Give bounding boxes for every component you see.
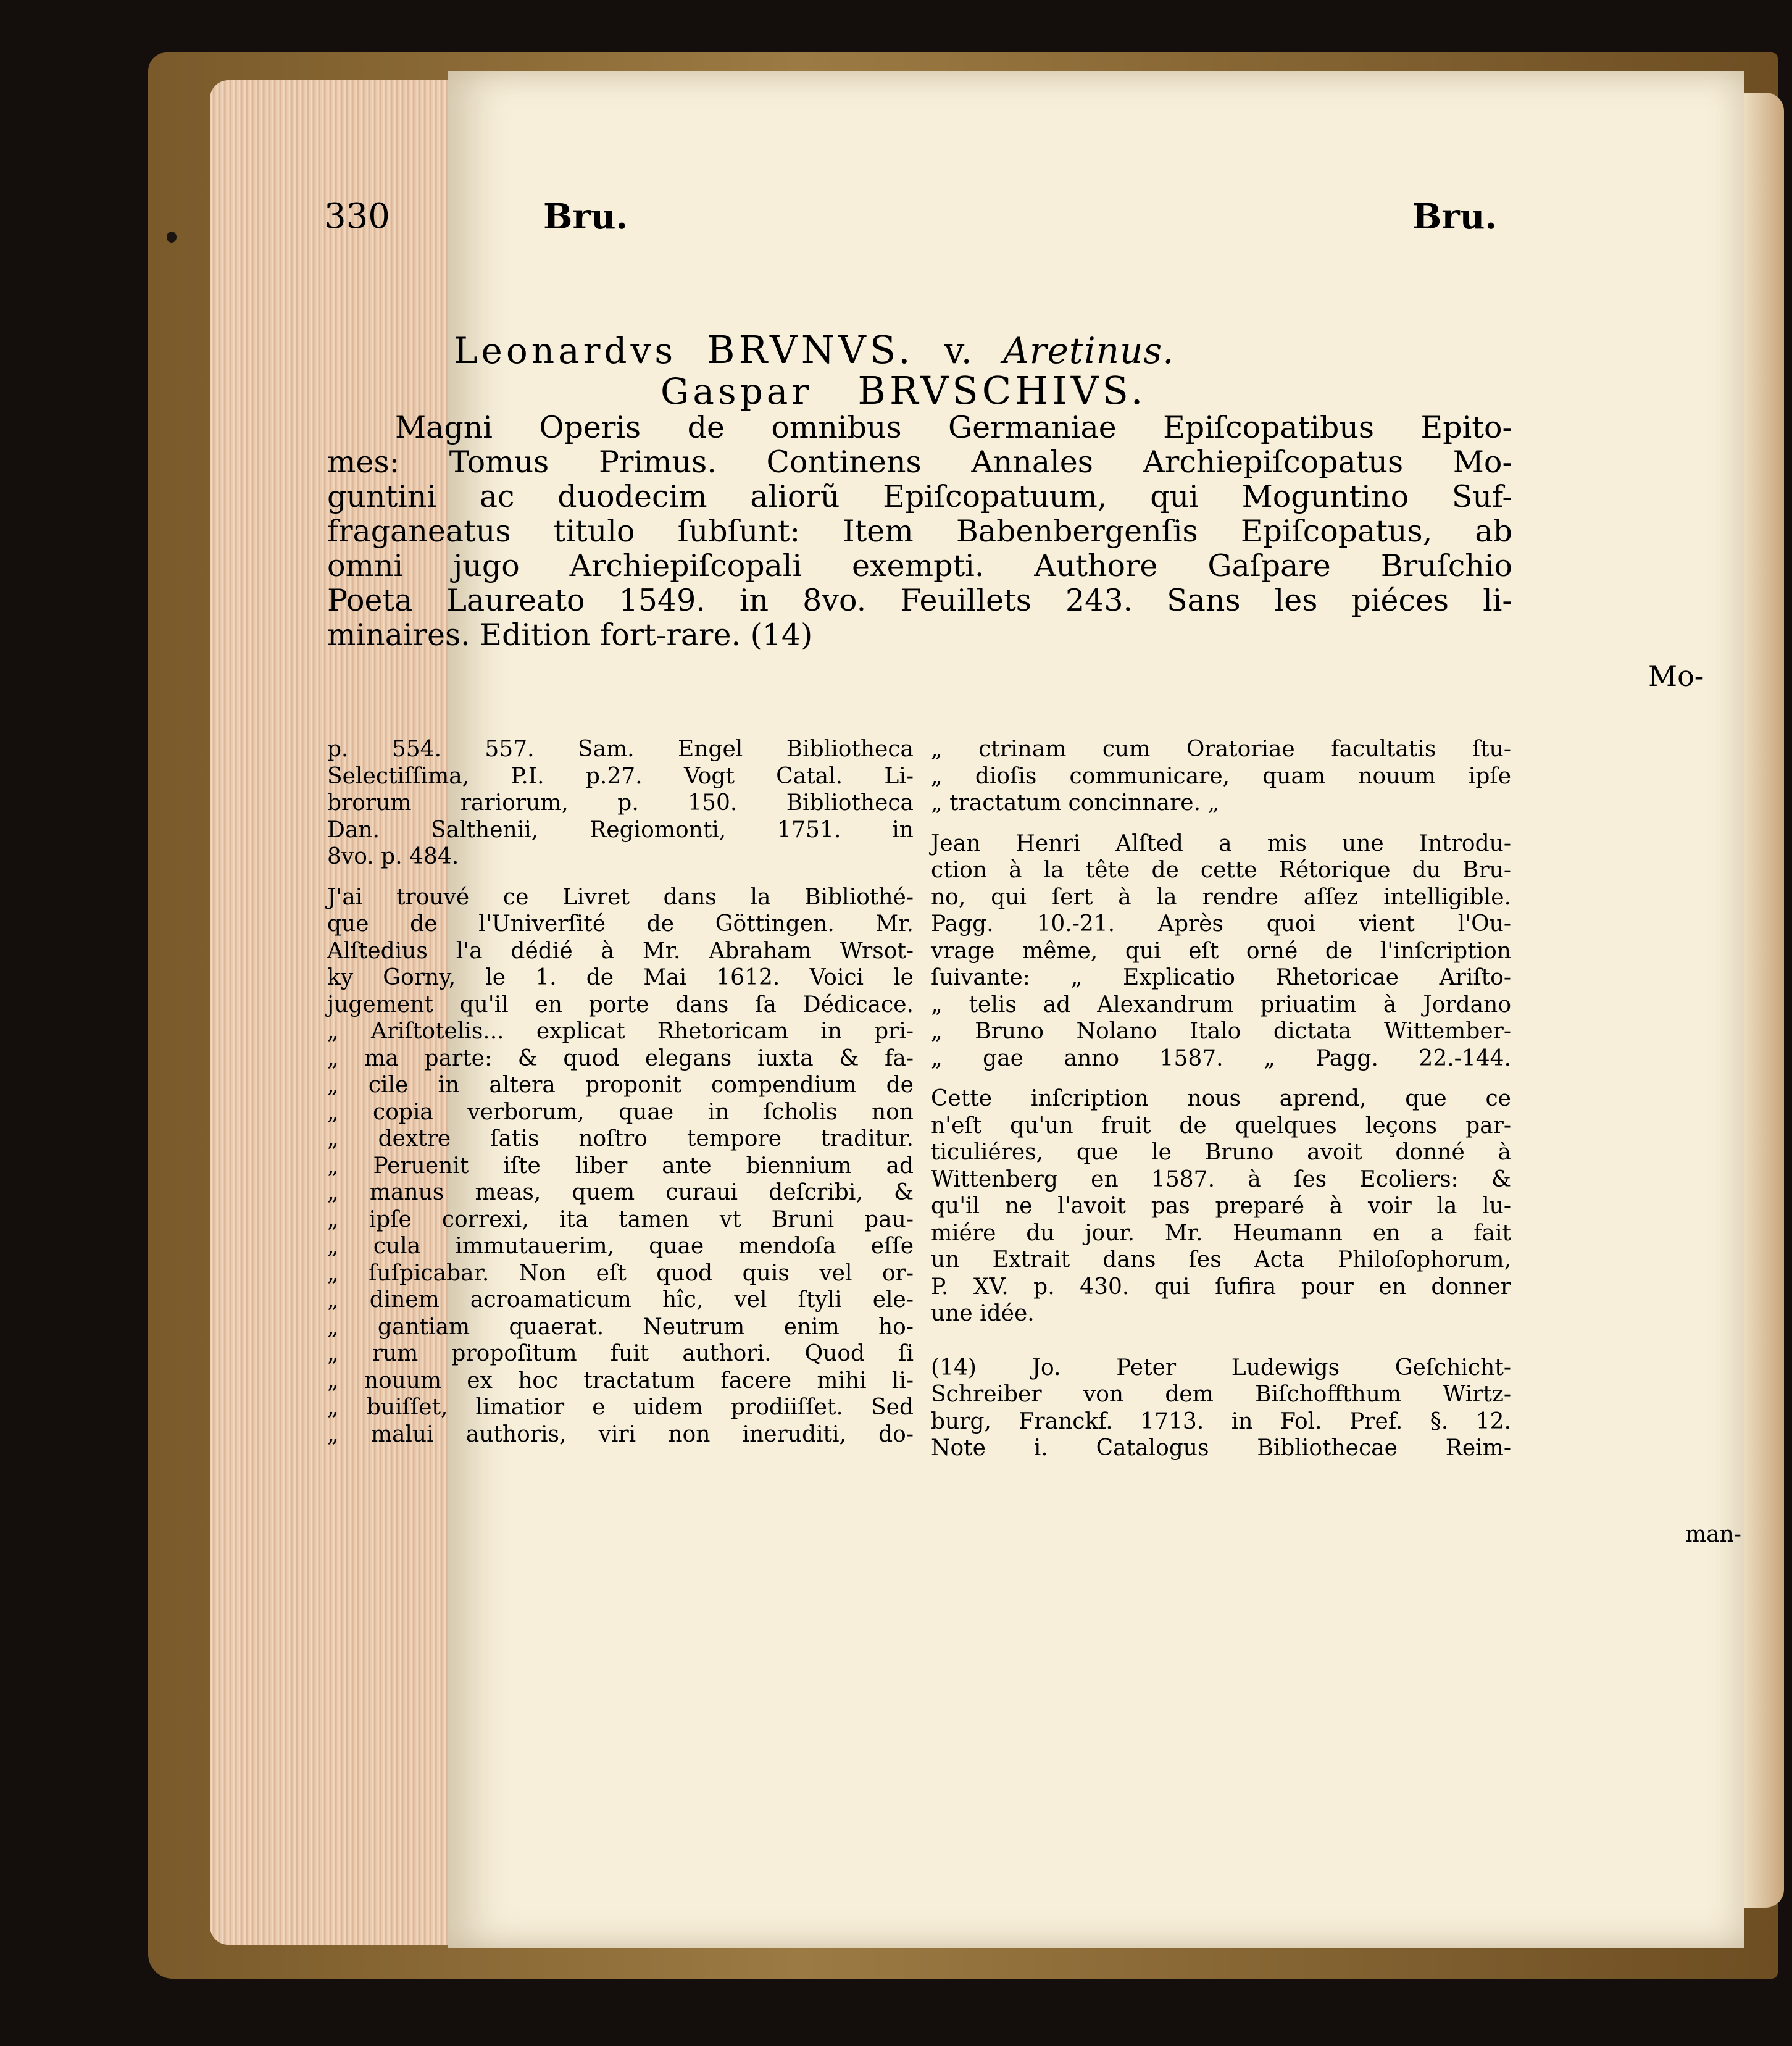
entry-first-name: Gaspar (661, 370, 813, 412)
entry-see: v. (944, 330, 973, 372)
entry-heading-gaspar (661, 368, 1146, 413)
text-line: Poeta Laureato 1549. in 8vo. Feuillets 243. Sans les piéces li- (327, 583, 1512, 618)
text-line: „ dextre ſatis noſtro tempore traditur. (327, 1126, 914, 1151)
catchword-top: Mo- (1648, 659, 1704, 693)
text-line: minaires. Edition fort-rare. (14) (327, 617, 813, 653)
text-line: „ tractatum concinnare. „ (931, 790, 1220, 816)
text-line: „ dinem acroamaticum hîc, vel ſtyli ele- (327, 1287, 914, 1313)
paragraph-gap (931, 1327, 1511, 1341)
text-line: brorum rariorum, p. 150. Bibliotheca (327, 790, 914, 816)
text-line: mes: Tomus Primus. Continens Annales Archiepiſcopatus Mo- (327, 445, 1512, 480)
text-line: omni jugo Archiepiſcopali exempti. Authore Gaſpare Bruſchio (327, 548, 1512, 583)
text-line: „ Ariſtotelis... explicat Rhetoricam in pri- (327, 1019, 914, 1044)
text-line: ticuliéres, que le Bruno avoit donné à (931, 1140, 1511, 1165)
text-line: Dan. Salthenii, Regiomonti, 1751. in (327, 817, 914, 843)
text-line: Magni Operis de omnibus Germaniae Epiſcopatibus Epito- (395, 410, 1512, 445)
text-line: „ ma parte: & quod elegans iuxta & fa- (327, 1045, 914, 1071)
main-paragraph (327, 411, 1512, 653)
entry-surname: BRVNVS. (706, 327, 914, 372)
text-line: ky Gorny, le 1. de Mai 1612. Voici le (327, 965, 914, 990)
binding-spot (167, 232, 177, 243)
paragraph-gap (931, 1072, 1511, 1085)
paragraph-gap (931, 1341, 1511, 1355)
text-line: Alſtedius l'a dédié à Mr. Abraham Wrsot- (327, 938, 914, 964)
text-line: n'eſt qu'un fruit de quelques leçons par- (931, 1113, 1511, 1138)
text-line: vrage même, qui eſt orné de l'inſcription (931, 938, 1511, 964)
text-line: Pagg. 10.-21. Après quoi vient l'Ou- (931, 911, 1511, 937)
text-line: 8vo. p. 484. (327, 844, 459, 869)
text-line: ction à la tête de cette Rétorique du Bru- (931, 858, 1511, 883)
text-line: Cette inſcription nous aprend, que ce (931, 1086, 1511, 1111)
text-line: Note i. Catalogus Bibliothecae Reim- (931, 1435, 1511, 1461)
page-number: 330 (324, 196, 390, 236)
text-line: „ ſuſpicabar. Non eſt quod quis vel or- (327, 1260, 914, 1286)
entry-surname: BRVSCHIVS. (857, 368, 1147, 413)
text-line: Selectiſſima, P.I. p.27. Vogt Catal. Li- (327, 763, 914, 789)
left-column (327, 736, 914, 1448)
text-line: „ ctrinam cum Oratoriae facultatis ſtu- (931, 737, 1511, 762)
text-line: „ Peruenit iſte liber ante biennium ad (327, 1153, 914, 1179)
text-line: une idée. (931, 1301, 1035, 1326)
paragraph-gap (931, 817, 1511, 830)
running-head-center: Bru. (543, 196, 628, 237)
text-line: „ gantiam quaerat. Neutrum enim ho- (327, 1314, 914, 1340)
text-line: Wittenberg en 1587. à ſes Ecoliers: & (931, 1166, 1511, 1192)
text-line: „ telis ad Alexandrum priuatim à Jordano (931, 992, 1511, 1017)
text-line: „ ipſe correxi, ita tamen vt Bruni pau- (327, 1206, 914, 1232)
running-head-right: Bru. (1412, 196, 1497, 237)
text-line: Jean Henri Alſted a mis une Introdu- (931, 830, 1511, 856)
text-line: „ gae anno 1587. „ Pagg. 22.-144. (931, 1045, 1511, 1071)
text-line: „ cula immutauerim, quae mendoſa eſſe (327, 1234, 914, 1259)
paragraph-gap (327, 871, 914, 884)
text-line: p. 554. 557. Sam. Engel Bibliotheca (327, 737, 914, 762)
text-line: guntini ac duodecim aliorũ Epiſcopatuum, qui Moguntino Suf- (327, 479, 1512, 514)
text-line: miére du jour. Mr. Heumann en a fait (931, 1220, 1511, 1246)
text-line: „ nouum ex hoc tractatum facere mihi li- (327, 1367, 914, 1393)
running-head (324, 196, 1497, 252)
text-line: „ cile in altera proponit compendium de (327, 1072, 914, 1098)
text-line: „ Bruno Nolano Italo dictata Wittember- (931, 1019, 1511, 1044)
text-line: „ copia verborum, quae in ſcholis non (327, 1099, 914, 1125)
right-column (931, 736, 1511, 1462)
text-line: qu'il ne l'avoit pas preparé à voir la lu- (931, 1193, 1511, 1219)
entry-heading-leonardus (454, 327, 1175, 372)
right-page-edges (1741, 93, 1784, 1908)
text-line: „ dioſis communicare, quam nouum ipſe (931, 763, 1511, 789)
text-line: Schreiber von dem Biſchoffthum Wirtz- (931, 1382, 1511, 1407)
text-line: J'ai trouvé ce Livret dans la Bibliothé- (327, 884, 914, 910)
text-line: jugement qu'il en porte dans ſa Dédicace. (327, 992, 914, 1017)
text-line: „ buiſſet, limatior e uidem prodiiſſet. Sed (327, 1395, 914, 1420)
text-line: burg, Franckf. 1713. in Fol. Pref. §. 12. (931, 1408, 1511, 1434)
entry-ref: Aretinus. (1002, 330, 1175, 372)
text-line: ſuivante: „ Explicatio Rhetoricae Ariſto- (931, 965, 1511, 990)
text-line: „ manus meas, quem curaui deſcribi, & (327, 1180, 914, 1205)
text-line: que de l'Univerſité de Göttingen. Mr. (327, 911, 914, 937)
text-line: P. XV. p. 430. qui ſufira pour en donner (931, 1274, 1511, 1300)
catchword-bottom: man- (1685, 1522, 1741, 1547)
text-line: „ rum propoſitum fuit authori. Quod ſi (327, 1341, 914, 1366)
text-line: un Extrait dans ſes Acta Philoſophorum, (931, 1247, 1511, 1272)
text-line: (14) Jo. Peter Ludewigs Geſchicht- (931, 1355, 1511, 1380)
text-line: fraganeatus titulo ſubſunt: Item Babenbergenſis Epiſcopatus, ab (327, 514, 1512, 549)
text-line: „ malui authoris, viri non ineruditi, do- (327, 1421, 914, 1447)
text-line: no, qui ſert à la rendre aſſez intelligible. (931, 884, 1511, 910)
entry-first-name: Leonardvs (454, 330, 677, 372)
